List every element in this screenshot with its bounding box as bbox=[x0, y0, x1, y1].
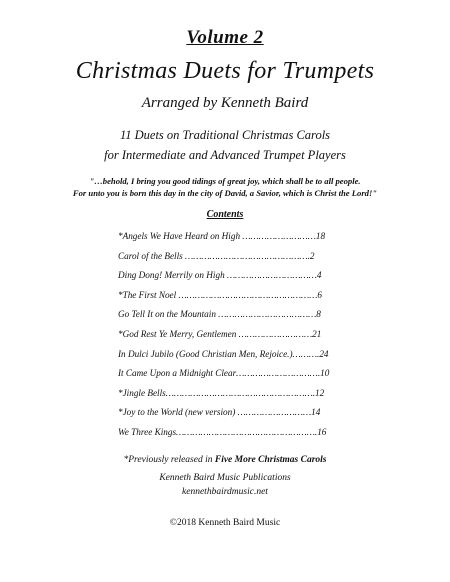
toc-item: *Jingle Bells……………………………………………….12 bbox=[118, 387, 325, 398]
arranger-credit: Arranged by Kenneth Baird bbox=[141, 95, 309, 111]
toc-item: Go Tell It on the Mountain ………………………………8 bbox=[118, 309, 321, 320]
scripture-quote-line-1: "…behold, I bring you good tidings of great joy, which shall be to all people. bbox=[89, 176, 361, 186]
toc-item: In Dulci Jubilo (Good Christian Men, Rejoice.)……….24 bbox=[118, 348, 329, 359]
footnote-collection-name: Five More Christmas Carols bbox=[214, 455, 327, 465]
toc-item: Carol of the Bells ……………………………………….2 bbox=[118, 250, 315, 261]
copyright-notice: ©2018 Kenneth Baird Music bbox=[169, 518, 281, 528]
volume-label: Volume 2 bbox=[186, 27, 264, 48]
footnote-prefix: *Previously released in bbox=[123, 455, 213, 465]
toc-item: *The First Noel ……………………………………………6 bbox=[118, 289, 322, 300]
toc-item: *God Rest Ye Merry, Gentlemen ………………………21 bbox=[118, 328, 322, 339]
contents-heading: Contents bbox=[206, 209, 244, 220]
subtitle-line-2: for Intermediate and Advanced Trumpet Players bbox=[104, 148, 346, 162]
publisher-name: Kenneth Baird Music Publications bbox=[159, 473, 291, 483]
toc-item: *Joy to the World (new version) ………………………14 bbox=[118, 407, 321, 418]
toc-item: It Came Upon a Midnight Clear………………………….10 bbox=[118, 368, 330, 379]
toc-item: Ding Dong! Merrily on High ……………………………4 bbox=[118, 270, 322, 281]
toc-item: *Angels We Have Heard on High ………………………18 bbox=[118, 231, 326, 241]
footnote bbox=[0, 455, 450, 465]
page-title: Christmas Duets for Trumpets bbox=[75, 58, 375, 84]
toc-item: We Three Kings…………………………………………….16 bbox=[118, 426, 327, 437]
publisher-website: kennethbairdmusic.net bbox=[182, 487, 268, 497]
subtitle-line-1: 11 Duets on Traditional Christmas Carols bbox=[119, 128, 331, 142]
scripture-quote-line-2: For unto you is born this day in the city of David, a Savior, which is Christ the Lord!" bbox=[72, 188, 378, 198]
table-of-contents bbox=[118, 227, 358, 443]
